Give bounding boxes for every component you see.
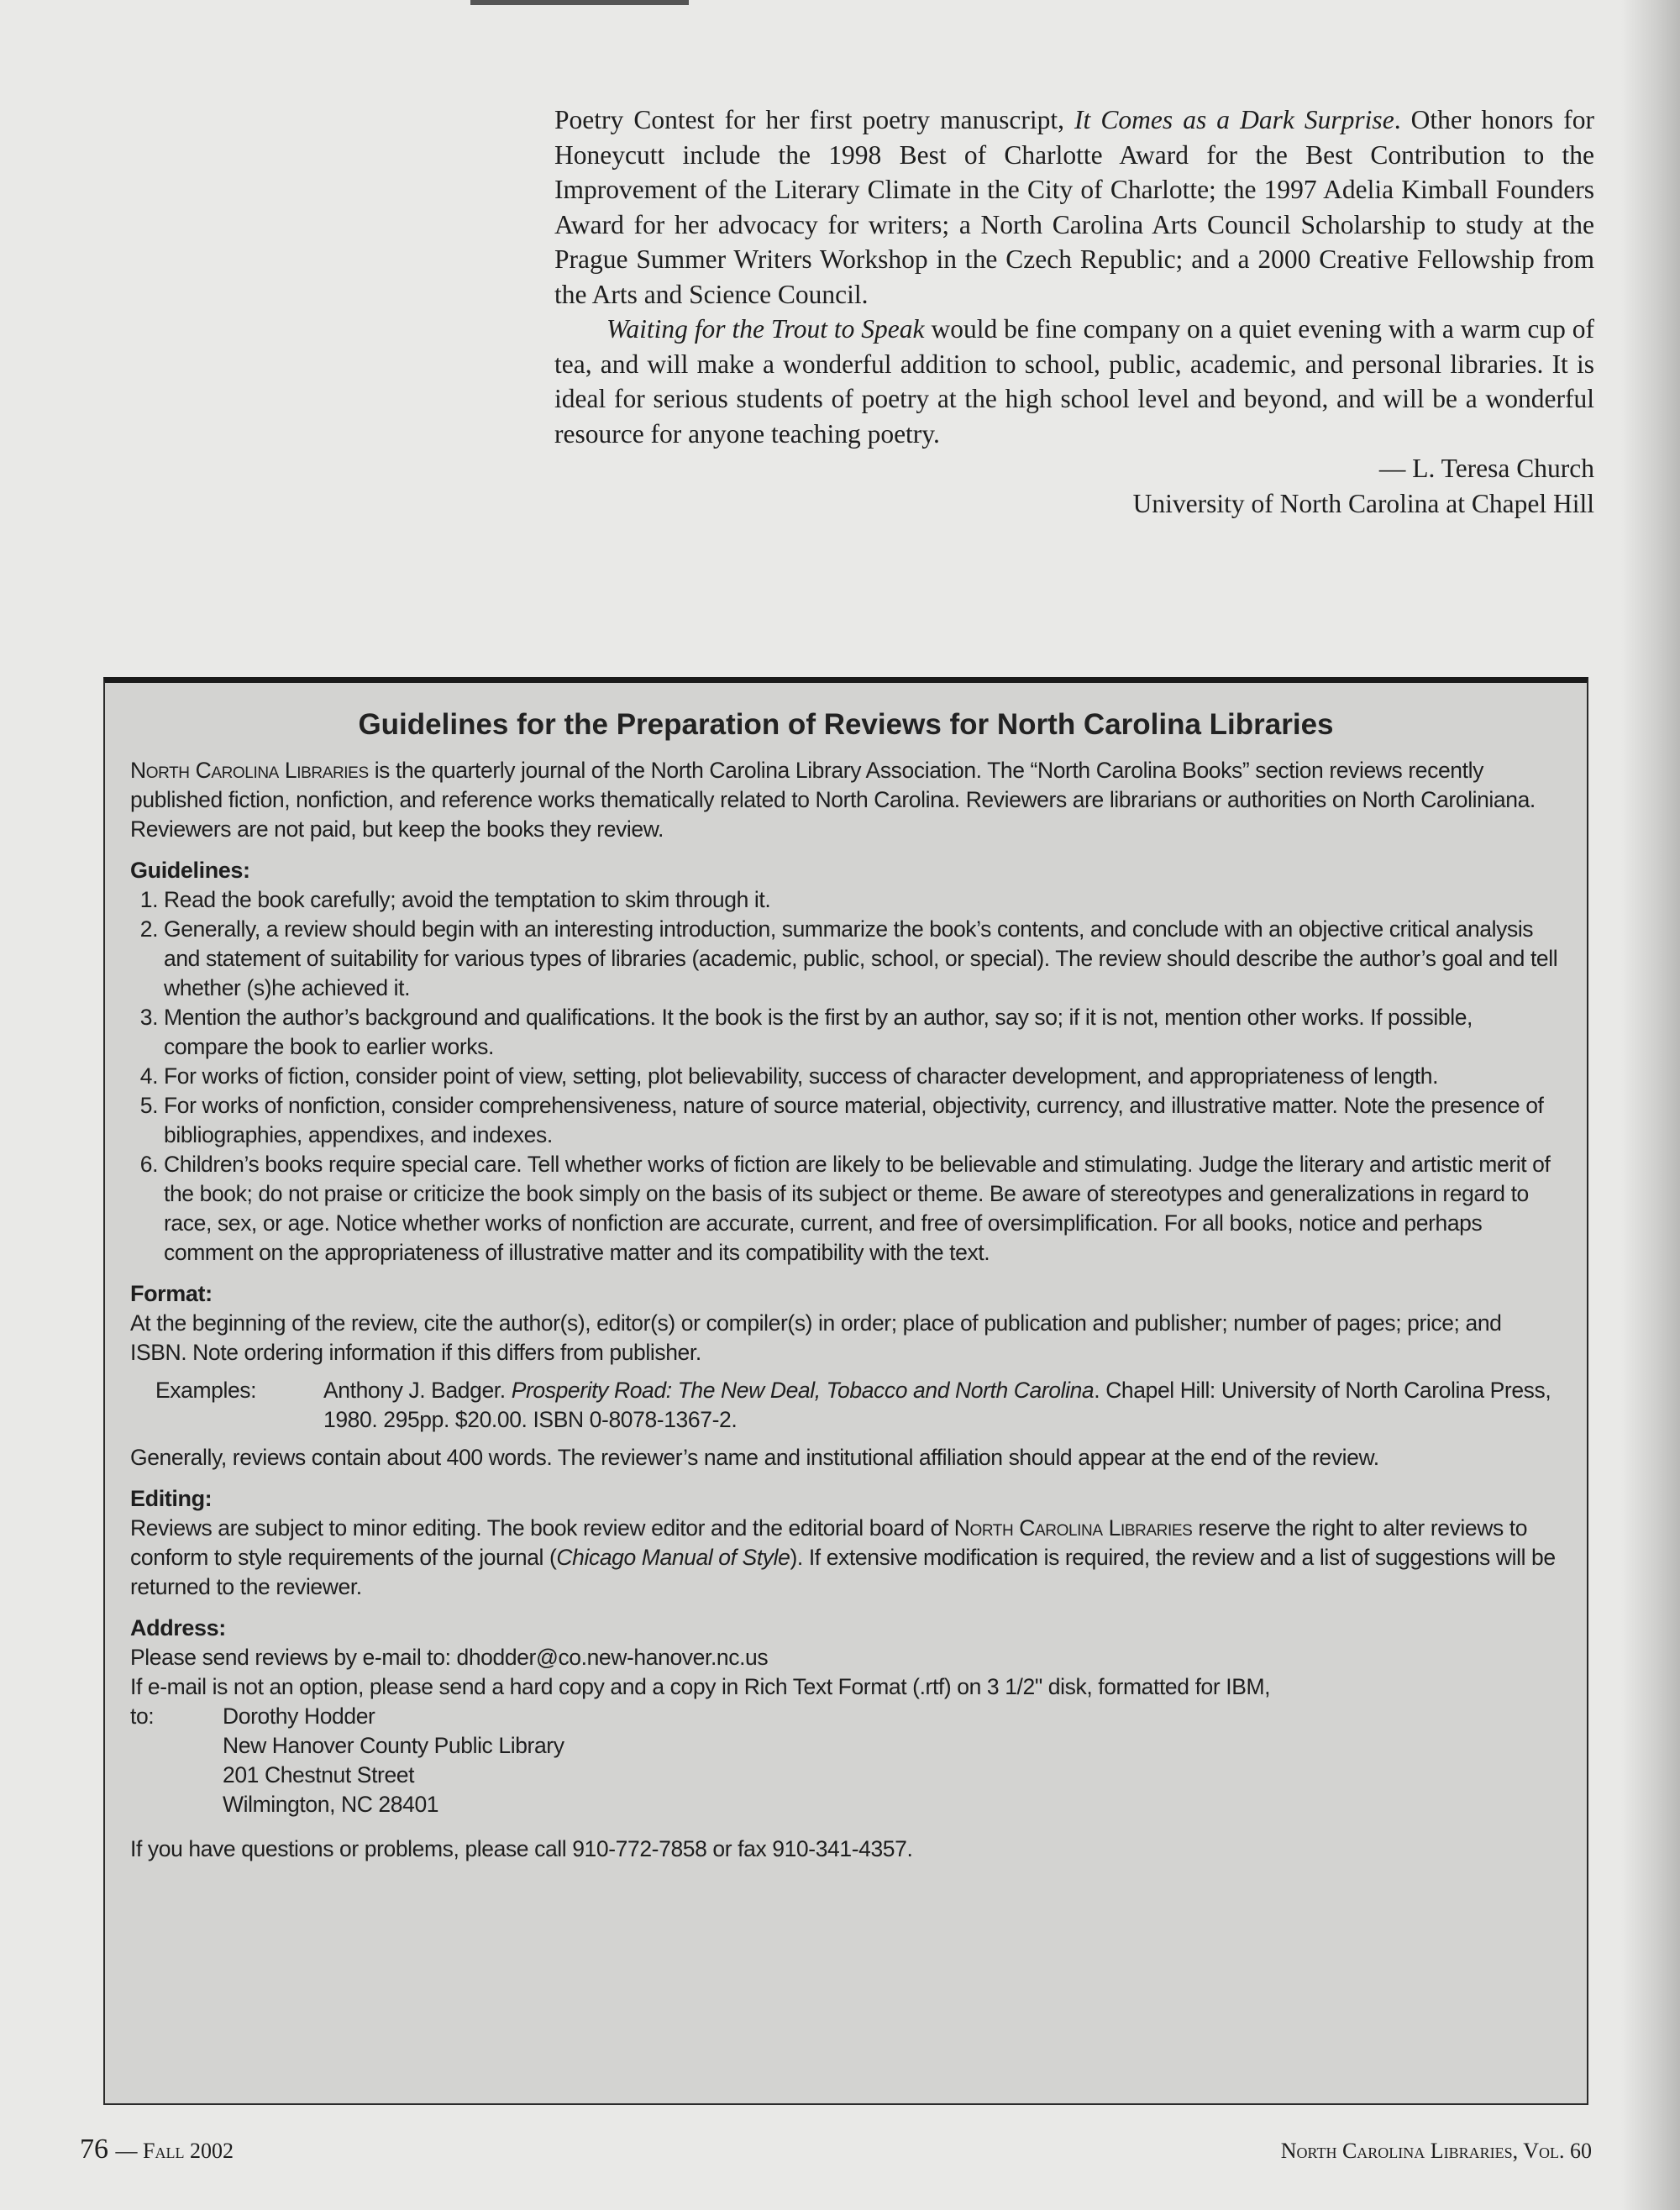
text: Anthony J. Badger. <box>323 1378 512 1403</box>
book-title: Waiting for the Trout to Speak <box>606 314 925 344</box>
reviewer-affiliation: University of North Carolina at Chapel Hill <box>1132 488 1594 518</box>
example-citation <box>155 1376 1562 1435</box>
journal-name: North Carolina Libraries <box>130 758 369 783</box>
text: reserve the right to alter reviews to conform to style requirements of the journal ( <box>130 1515 1528 1570</box>
examples-label: Examples: <box>155 1378 257 1403</box>
text: Poetry Contest for her first poetry manuscript, <box>554 105 1075 134</box>
length-text: Generally, reviews contain about 400 words. The reviewer’s name and institutional affiliation should appear at the end of the review. <box>130 1445 1379 1470</box>
text: would be fine company on a quiet evening with a warm cup of tea, and will make a wonderful addition to school, public, academic, and personal libraries. It is ideal for serious students of poetry at the high school level and beyond, and will be a wonderful resource for anyone teaching poetry. <box>554 314 1594 449</box>
page-edge-shadow <box>1621 0 1680 2210</box>
text: is the quarterly journal of the North Carolina Library Association. The “North Carolina Books” section reviews recently published fiction, nonfiction, and reference works thematically related to North Carolina. Reviewers are librarians or authorities on North Caroliniana. Reviewers are not paid, but keep the books they review. <box>130 758 1536 842</box>
guidelines-list <box>130 885 1562 1268</box>
review-paragraph-1 <box>554 102 1594 312</box>
issue-date: — Fall 2002 <box>115 2139 234 2163</box>
review-paragraph-2 <box>554 312 1594 451</box>
text: . Chapel Hill: University of North Carolina Press, 1980. 295pp. $20.00. ISBN 0-8078-1367-2. <box>323 1378 1551 1432</box>
address-heading: Address: <box>130 1615 226 1640</box>
editing-text <box>130 1514 1562 1602</box>
address-line: Wilmington, NC 28401 <box>223 1792 439 1817</box>
text: ). If extensive modification is required, the review and a list of suggestions will be returned to the reviewer. <box>130 1545 1556 1599</box>
page-number: 76 <box>80 2134 108 2165</box>
guidelines-heading: Guidelines: <box>130 858 250 883</box>
list-item: 6. Children’s books require special care. Tell whether works of fiction are likely to be believable and stimulating. Judge the literary and artistic merit of the book; do not praise or criticize the book simply on the basis of its subject or theme. Be aware of stereotypes and generalizations in regard to race, sex, or age. Notice whether works of nonfiction are accurate, current, and free of oversimplification. For all books, notice and perhaps comment on the appropriateness of illustrative matter and its compatibility with the text. <box>164 1150 1562 1268</box>
text: . Other honors for Honeycutt include the 1998 Best of Charlotte Award for the Best Contribution to the Improvement of the Literary Climate in the City of Charlotte; the 1997 Adelia Kimball Founders Award for her advocacy for writers; a North Carolina Arts Council Scholarship to study at the Prague Summer Writers Workshop in the Czech Republic; and a 2000 Creative Fellowship from the Arts and Science Council. <box>554 105 1594 309</box>
format-text: At the beginning of the review, cite the author(s), editor(s) or compiler(s) in order; place of publication and publisher; number of pages; price; and ISBN. Note ordering information if this differs from publisher. <box>130 1310 1502 1365</box>
address-alt-line: If e-mail is not an option, please send a hard copy and a copy in Rich Text Format (.rtf) on 3 1/2" disk, formatted for IBM, <box>130 1674 1271 1699</box>
contact-line: If you have questions or problems, please call 910-772-7858 or fax 910-341-4357. <box>130 1836 913 1861</box>
list-item: 4. For works of fiction, consider point of view, setting, plot believability, success of character development, and appropriateness of length. <box>164 1062 1562 1091</box>
journal-name: North Carolina Libraries <box>953 1515 1193 1541</box>
list-item: 2. Generally, a review should begin with an interesting introduction, summarize the book’s contents, and conclude with an objective critical analysis and statement of suitability for various types of libraries (academic, public, school, or special). The review should describe the author’s goal and tell whether (s)he achieved it. <box>164 915 1562 1003</box>
editing-heading: Editing: <box>130 1486 213 1511</box>
list-item: 3. Mention the author’s background and qualifications. It the book is the first by an author, say so; if it is not, mention other works. If possible, compare the book to earlier works. <box>164 1003 1562 1062</box>
review-text <box>554 102 1594 521</box>
mailing-address <box>130 1702 1562 1819</box>
text: Reviews are subject to minor editing. The book review editor and the editorial board of <box>130 1515 954 1541</box>
address-lines <box>223 1702 564 1819</box>
book-title: Prosperity Road: The New Deal, Tobacco and North Carolina <box>511 1378 1095 1403</box>
format-heading: Format: <box>130 1281 213 1306</box>
to-label: to: <box>130 1703 155 1729</box>
footer-journal: North Carolina Libraries, Vol. 60 <box>1280 2139 1592 2163</box>
style-manual: Chicago Manual of Style <box>556 1545 790 1570</box>
book-title: It Comes as a Dark Surprise <box>1074 105 1394 134</box>
guidelines-intro <box>130 756 1562 844</box>
reviewer-name: — L. Teresa Church <box>1378 454 1594 483</box>
list-item: 1. Read the book carefully; avoid the temptation to skim through it. <box>164 885 1562 915</box>
address-line: Dorothy Hodder <box>223 1703 375 1729</box>
guidelines-box <box>103 677 1588 2105</box>
list-item: 5. For works of nonfiction, consider comprehensiveness, nature of source material, objectivity, currency, and illustrative matter. Note the presence of bibliographies, appendixes, and indexes. <box>164 1091 1562 1150</box>
example-text <box>323 1376 1562 1435</box>
address-line: 201 Chestnut Street <box>223 1762 415 1787</box>
address-line: New Hanover County Public Library <box>223 1733 564 1758</box>
guidelines-title: Guidelines for the Preparation of Reviews for North Carolina Libraries <box>358 708 1334 741</box>
footer-left <box>80 2134 234 2165</box>
top-rule <box>470 0 689 5</box>
address-email-line: Please send reviews by e-mail to: dhodder@co.new-hanover.nc.us <box>130 1645 769 1670</box>
